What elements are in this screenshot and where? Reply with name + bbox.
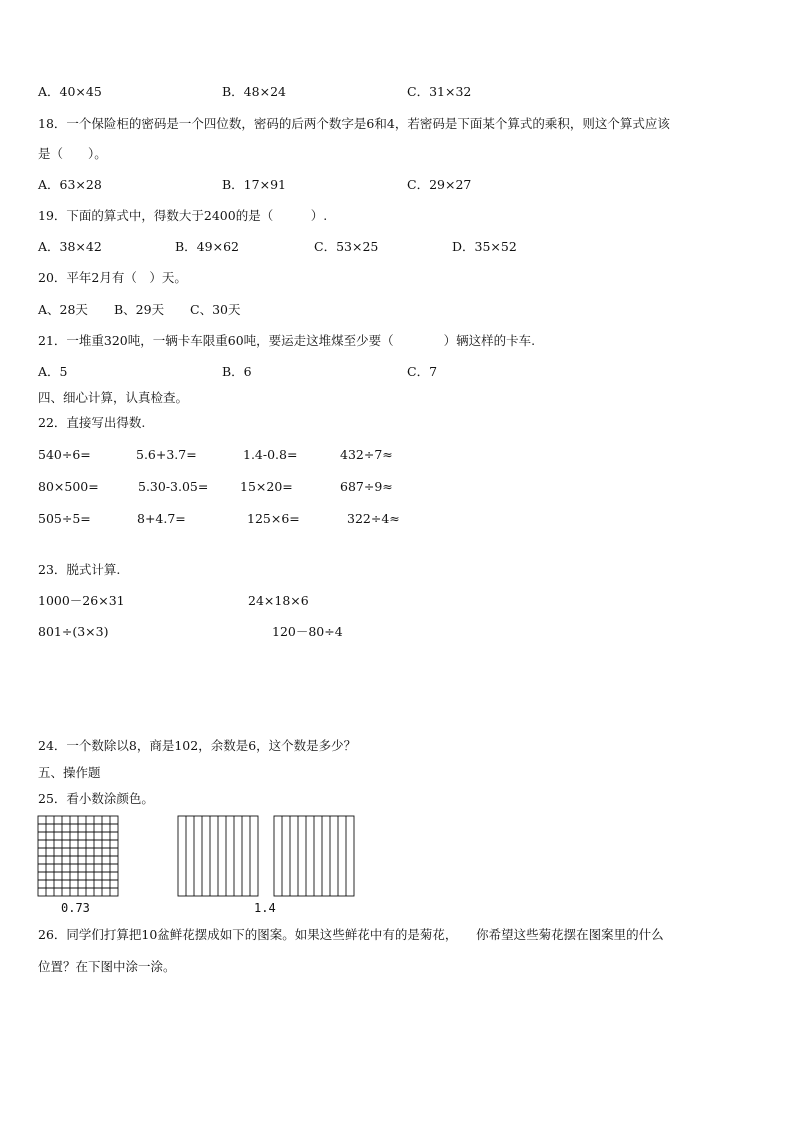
option-a: A．40×45 — [38, 84, 102, 99]
question-23: 23．脱式计算. — [38, 562, 121, 577]
option-b: B．6 — [222, 364, 252, 379]
calc-item: 8+4.7= — [137, 511, 186, 526]
calc-item: 15×20= — [240, 479, 293, 494]
calc-item: 801÷(3×3) — [38, 624, 109, 639]
question-26-cont: 位置？在下图中涂一涂。 — [38, 959, 176, 974]
option-c: C、30天 — [190, 302, 241, 317]
question-22: 22．直接写出得数. — [38, 415, 146, 430]
option-c: C．53×25 — [314, 239, 379, 254]
question-26: 26．同学们打算把10盆鲜花摆成如下的图案。如果这些鲜花中有的是菊花， 你希望这些菊花摆在图案里的什么 — [38, 927, 664, 942]
question-20: 20．平年2月有（ ）天。 — [38, 270, 187, 285]
question-25: 25．看小数涂颜色。 — [38, 791, 154, 806]
option-b: B．48×24 — [222, 84, 286, 99]
option-b: B．17×91 — [222, 177, 286, 192]
option-b: B．49×62 — [175, 239, 239, 254]
calc-item: 687÷9≈ — [340, 479, 393, 494]
section-heading-5: 五、操作题 — [38, 765, 101, 780]
option-c: C．7 — [407, 364, 438, 379]
tenths-strip-grid-2[interactable] — [273, 815, 355, 897]
question-18-cont: 是（ ）。 — [38, 146, 107, 161]
option-b: B、29天 — [114, 302, 165, 317]
option-d: D．35×52 — [452, 239, 517, 254]
question-21: 21．一堆重320吨，一辆卡车限重60吨，要运走这堆煤至少要（ ）辆这样的卡车. — [38, 333, 536, 348]
decimal-label: 1.4 — [254, 901, 276, 915]
question-19: 19．下面的算式中，得数大于2400的是（ ）. — [38, 208, 328, 223]
section-heading-4: 四、细心计算，认真检查。 — [38, 390, 189, 405]
calc-item: 5.6+3.7= — [136, 447, 197, 462]
calc-item: 432÷7≈ — [340, 447, 393, 462]
option-c: C．29×27 — [407, 177, 472, 192]
calc-item: 1000－26×31 — [38, 593, 125, 608]
calc-item: 24×18×6 — [248, 593, 309, 608]
decimal-label: 0.73 — [61, 901, 90, 915]
option-a: A、28天 — [38, 302, 88, 317]
calc-item: 322÷4≈ — [347, 511, 400, 526]
calc-item: 80×500= — [38, 479, 99, 494]
calc-item: 125×6= — [247, 511, 300, 526]
calc-item: 540÷6= — [38, 447, 91, 462]
option-a: A．38×42 — [38, 239, 102, 254]
question-18: 18．一个保险柜的密码是一个四位数，密码的后两个数字是6和4，若密码是下面某个算式的乘积，则这个算式应该 — [38, 116, 670, 131]
hundred-grid[interactable] — [37, 815, 121, 897]
option-a: A．5 — [38, 364, 68, 379]
calc-item: 5.30-3.05= — [138, 479, 209, 494]
calc-item: 120－80÷4 — [272, 624, 343, 639]
calc-item: 505÷5= — [38, 511, 91, 526]
option-a: A．63×28 — [38, 177, 102, 192]
tenths-strip-grid-1[interactable] — [177, 815, 259, 897]
question-24: 24．一个数除以8，商是102，余数是6，这个数是多少？ — [38, 738, 357, 753]
calc-item: 1.4-0.8= — [243, 447, 298, 462]
option-c: C．31×32 — [407, 84, 472, 99]
